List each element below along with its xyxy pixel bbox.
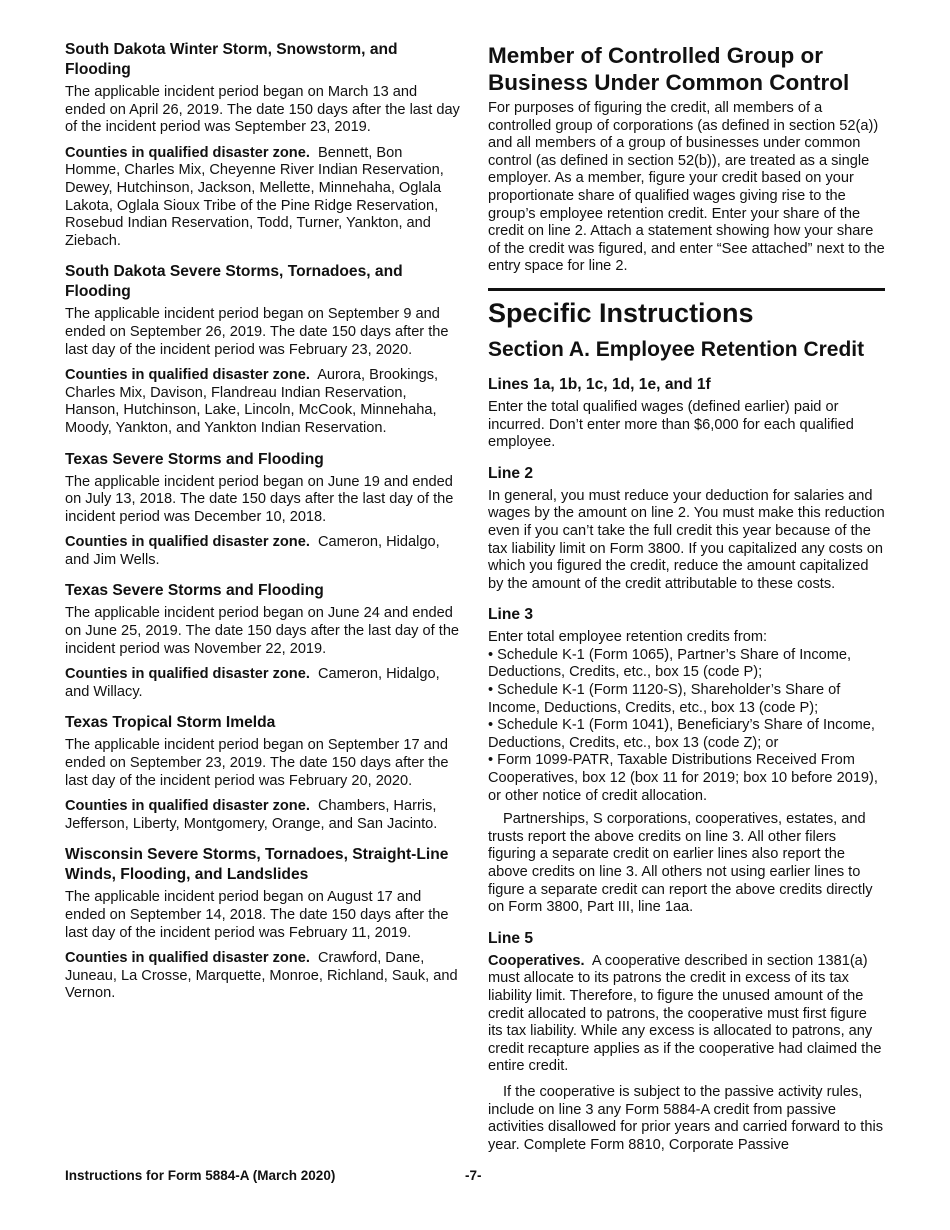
counties-label: Counties in qualified disaster zone. — [65, 666, 310, 683]
section-heading: Texas Severe Storms and Flooding — [65, 450, 324, 468]
line-3-section — [488, 605, 885, 917]
disaster-section — [65, 450, 461, 570]
counties-list: Bennett, Bon Homme, Charles Mix, Cheyenne River Indian Reservation, Dewey, Hutchinson, Jackson, Mellette, Minnehaha, Oglala Lakota, Oglala Sioux Tribe of the Pine Ridge Reservation, Rosebud Indian Reservation, Todd, Turner, Yankton, and Ziebach. — [65, 144, 444, 249]
counties-paragraph — [65, 950, 461, 1003]
controlled-group-body: For purposes of figuring the credit, all members of a controlled group of corporations (as defined in section 52(a)) and all members of a group of businesses under common control (as defined in section 52(b)), are treated as a single employer. As a member, figure your credit based on your proportionate share of qualified wages giving rise to the group’s employee retention credit. Enter your share of the credit on line 2. Attach a statement showing how your share of the credit was figured, and enter “See attached” next to the entry space for line 2. — [488, 100, 885, 275]
page-number: -7- — [465, 1168, 482, 1183]
line-2-heading: Line 2 — [488, 464, 534, 482]
disaster-section — [65, 581, 461, 701]
disaster-section — [65, 40, 461, 250]
counties-paragraph — [65, 145, 461, 251]
line-5-section — [488, 929, 885, 1155]
incident-period: The applicable incident period began on September 9 and ended on September 26, 2019. The date 150 days after the last day of the incident period was February 23, 2020. — [65, 306, 449, 358]
counties-list: Cameron, Hidalgo, and Jim Wells. — [65, 534, 440, 568]
bullet-item: • Form 1099-PATR, Taxable Distributions Received From Cooperatives, box 12 (box 11 for 2019; box 10 before 2019), or other notice of credit allocation. — [488, 752, 885, 805]
line-2-section — [488, 464, 885, 594]
section-a-title: Section A. Employee Retention Credit — [488, 337, 865, 361]
line-5-heading: Line 5 — [488, 929, 534, 947]
line-3-bullets — [488, 647, 885, 805]
counties-paragraph — [65, 534, 461, 569]
line-3-intro: Enter total employee retention credits from: — [488, 629, 768, 646]
incident-period: The applicable incident period began on September 17 and ended on September 23, 2019. The date 150 days after the last day of the incident period was February 20, 2020. — [65, 737, 449, 789]
incident-period: The applicable incident period began on August 17 and ended on September 14, 2018. The date 150 days after the last day of the incident period was February 11, 2019. — [65, 889, 449, 941]
section-heading: Wisconsin Severe Storms, Tornadoes, Straight-Line Winds, Flooding, and Landslides — [65, 846, 449, 884]
lines-1-section — [488, 375, 885, 452]
incident-period: The applicable incident period began on June 19 and ended on July 13, 2018. The date 150 days after the last day of the incident period was December 10, 2018. — [65, 473, 454, 525]
counties-paragraph — [65, 666, 461, 701]
section-heading: South Dakota Severe Storms, Tornadoes, and Flooding — [65, 263, 403, 301]
specific-instructions-title: Specific Instructions — [488, 297, 754, 328]
disaster-section — [65, 713, 461, 833]
section-heading: South Dakota Winter Storm, Snowstorm, and Flooding — [65, 41, 398, 78]
line-3-followup: Partnerships, S corporations, cooperatives, estates, and trusts report the above credits on line 3. All other filers figuring a separate credit on earlier lines also report the above credits on line 3. All others not using earlier lines to figure a separate credit can report the above credits directly on Form 3800, Part III, line 1aa. — [488, 811, 873, 916]
section-heading: Texas Tropical Storm Imelda — [65, 714, 276, 732]
incident-period: The applicable incident period began on March 13 and ended on April 26, 2019. The date 150 days after the last day of the incident period was September 23, 2019. — [65, 84, 460, 136]
counties-paragraph — [65, 367, 461, 437]
incident-period: The applicable incident period began on June 24 and ended on June 25, 2019. The date 150 days after the last day of the incident period was November 22, 2019. — [65, 605, 460, 657]
bullet-item: • Schedule K-1 (Form 1120-S), Shareholder’s Share of Income, Deductions, Credits, etc., box 13 (code P); — [488, 682, 885, 717]
counties-label: Counties in qualified disaster zone. — [65, 144, 310, 161]
cooperatives-body: A cooperative described in section 1381(a) must allocate to its patrons the credit in excess of its tax liability limit. Therefore, to figure the unused amount of the credit allocated to patrons, the cooperative must first figure its tax liability. While any excess is allocated to patrons, any credit recapture applies as if the cooperative had claimed the entire credit. — [488, 952, 882, 1075]
line-2-body: In general, you must reduce your deduction for salaries and wages by the amount on line 2. You must make this reduction even if you can’t take the full credit this year because of the tax liability limit on Form 3800. If you capitalized any costs on which you figured the credit, reduce the amount capitalized by the amount of the credit attributable to these costs. — [488, 487, 885, 592]
counties-label: Counties in qualified disaster zone. — [65, 950, 310, 967]
left-column — [65, 40, 461, 1015]
line-3-heading: Line 3 — [488, 606, 534, 624]
controlled-group-heading: Member of Controlled Group or Business Under Common Control — [488, 43, 850, 95]
cooperatives-label: Cooperatives. — [488, 952, 585, 969]
disaster-section — [65, 845, 461, 1003]
counties-label: Counties in qualified disaster zone. — [65, 534, 310, 551]
footer-form-title: Instructions for Form 5884-A (March 2020) — [65, 1168, 336, 1183]
cooperatives-paragraph — [488, 953, 885, 1076]
counties-list: Crawford, Dane, Juneau, La Crosse, Marquette, Monroe, Richland, Sauk, and Vernon. — [65, 950, 458, 1002]
counties-label: Counties in qualified disaster zone. — [65, 798, 310, 815]
counties-label: Counties in qualified disaster zone. — [65, 367, 310, 384]
section-heading: Texas Severe Storms and Flooding — [65, 582, 324, 600]
right-column — [488, 40, 885, 1166]
bullet-item: • Schedule K-1 (Form 1065), Partner’s Share of Income, Deductions, Credits, etc., box 15 (code P); — [488, 647, 885, 682]
disaster-section — [65, 262, 461, 437]
lines-1-heading: Lines 1a, 1b, 1c, 1d, 1e, and 1f — [488, 375, 711, 393]
counties-list: Chambers, Harris, Jefferson, Liberty, Montgomery, Orange, and San Jacinto. — [65, 798, 438, 832]
counties-list: Cameron, Hidalgo, and Willacy. — [65, 666, 440, 700]
section-divider — [488, 288, 885, 291]
bullet-item: • Schedule K-1 (Form 1041), Beneficiary’s Share of Income, Deductions, Credits, etc., box 13 (code Z); or — [488, 717, 885, 752]
lines-1-body: Enter the total qualified wages (defined earlier) paid or incurred. Don’t enter more than $6,000 for each qualified employee. — [488, 398, 854, 451]
counties-list: Aurora, Brookings, Charles Mix, Davison, Flandreau Indian Reservation, Hanson, Hutchinson, Lake, Lincoln, McCook, Minnehaha, Moody, Yankton, and Yankton Indian Reservation. — [65, 367, 439, 436]
counties-paragraph — [65, 798, 461, 833]
passive-activity-paragraph: If the cooperative is subject to the passive activity rules, include on line 3 any Form 5884-A credit from passive activities disallowed for prior years and carried forward to this year. Complete Form 8810, Corporate Passive — [488, 1083, 884, 1153]
